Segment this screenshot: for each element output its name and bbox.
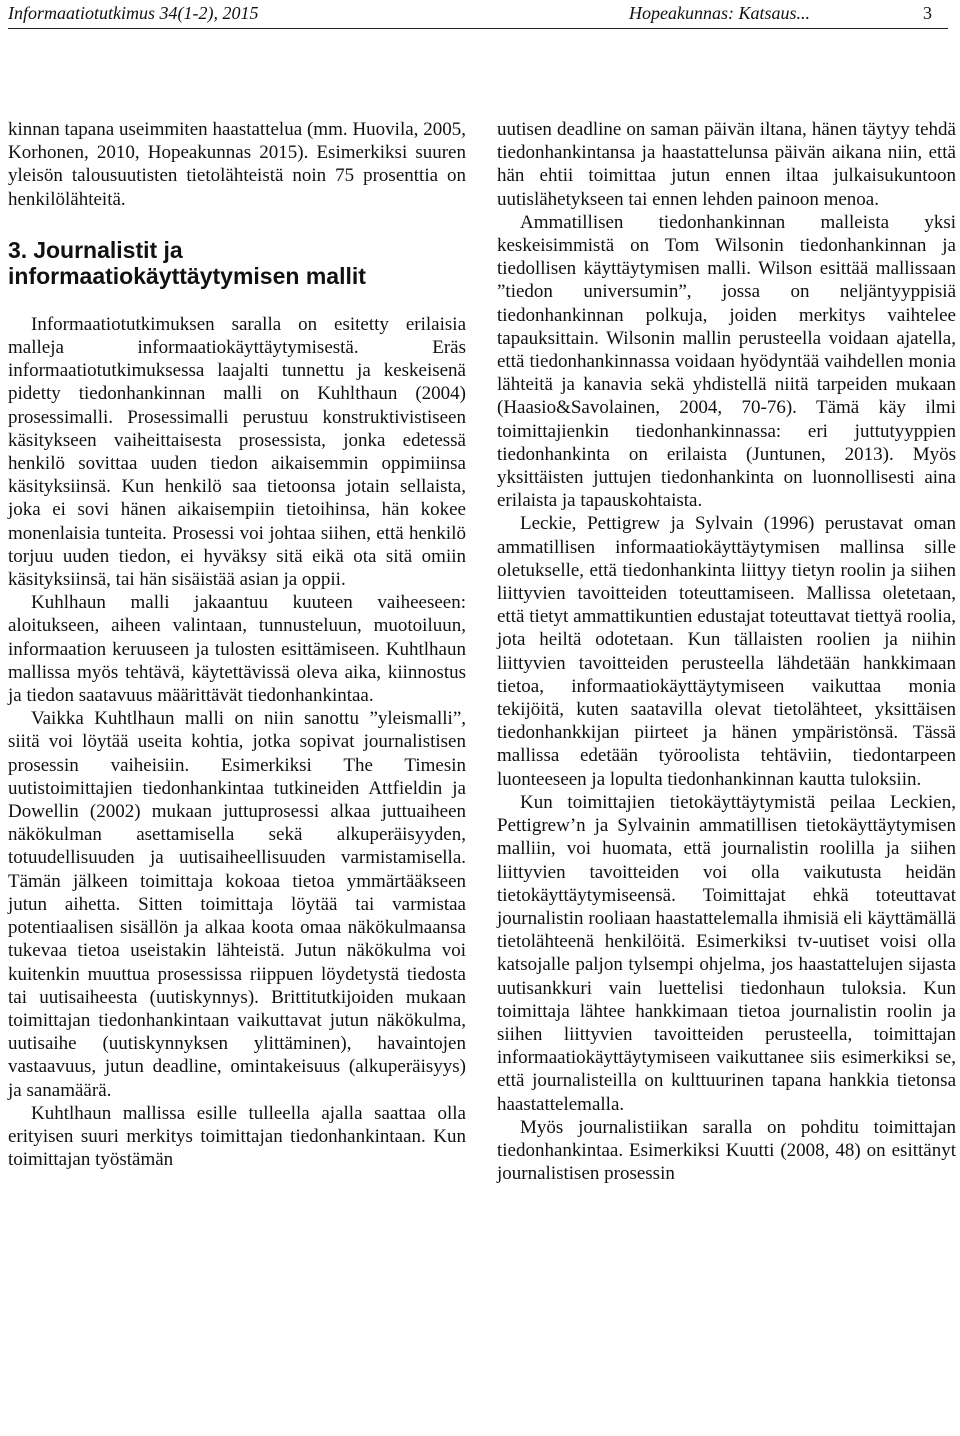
header-rule <box>8 28 948 29</box>
right-column <box>497 118 956 1185</box>
left-column <box>8 118 466 1171</box>
section-title: Journalistit ja informaatiokäyttäytymisen mallit <box>8 236 366 289</box>
paragraph: kinnan tapana useimmiten haastattelua (mm. Huovila, 2005, Korhonen, 2010, Hopeakunnas 2015). Esimerkiksi suuren yleisön talousuutisten tietolähteistä noin 75 prosenttia on henkilölähteitä. <box>8 119 466 210</box>
page-number: 3 <box>923 3 932 23</box>
section-number: 3. <box>8 236 28 263</box>
article-running-title: Hopeakunnas: Katsaus... <box>629 3 810 23</box>
paragraph: uutisen deadline on saman päivän iltana, hänen täytyy tehdä tiedonhankintansa ja haastattelunsa päivän aikana niin, että hän ehtii toimittaa jutun ennen iltaa julkaisukuntoon uutislähetykseen tai ennen lehden painoon menoa. <box>497 119 956 210</box>
paragraph: Leckie, Pettigrew ja Sylvain (1996) perustavat oman ammatillisen informaatiokäyttäytymisen mallinsa sille oletukselle, että tiedonhankinta liittyy tietyn roolin ja siihen liittyvien tavoitteiden toteuttamiseen. Mallissa oletetaan, että tietyt ammattikuntien edustajat toteuttavat tiettyä roolia, jota heiltä odotetaan. Kun tällaisten roolien ja niihin liittyvien tavoitteiden perusteella lähdetään hankkimaan tietoa, informaatiokäyttäytymiseen vaikuttaa monia tekijöitä, kuten saatavilla olevat tietolähteet, yksittäisen tiedonhankkijan piirteet ja hänen ympäristönsä. Tässä mallissa edetään työroolista tehtäviin, tiedontarpeen luonteeseen ja lopulta tiedonhankinnan kautta tuloksiin. <box>497 513 956 790</box>
paragraph: Kuhtlhaun mallissa esille tulleella ajalla saattaa olla erityisen suuri merkitys toimittajan tiedonhankintaan. Kun toimittajan työstämän <box>8 1102 466 1171</box>
section-heading <box>8 237 466 289</box>
paragraph: Vaikka Kuhtlhaun malli on niin sanottu ”yleismalli”, siitä voi löytää useita kohtia, jotka sopivat journalistisen prosessin vaiheisiin. Esimerkiksi The Timesin uutistoimittajien tiedonhankintaa tutkineiden Attfieldin ja Dowellin (2002) mukaan juttuprosessi alkaa juttuaiheen näkökulman asettamisella sekä alkuperäisyyden, totuudellisuuden ja uutisaiheellisuuden varmistamisella. Tämän jälkeen toimittaja kokoaa tietoa ymmärtääkseen jutun aihetta. Sitten toimittaja löytää tai varmistaa potentiaalisen sisällön ja alkaa koota omaa näkökulmaansa tukevaa tietoa useistakin lähteistä. Jutun näkökulma voi kuitenkin muuttua prosessissa riippuen löydetystä tiedosta tai uutisaiheesta (uutiskynnys). Brittitutkijoiden mukaan toimittajan tiedonhankintaan vaikuttavat jutun näkökulma, uutisaihe (uutiskynnyksen ylittäminen), havaintojen vastaavuus, jutun deadline, omintakeisuus (alkuperäisyys) ja sanamäärä. <box>8 708 466 1101</box>
paragraph: Ammatillisen tiedonhankinnan malleista yksi keskeisimmistä on Tom Wilsonin tiedonhankinnan ja tiedollisen käyttäytymisen malli. Wilson esittää mallissaan ”tiedon universumin”, jossa on neljäntyyppisiä tiedonhankinnan polkuja, joiden merkitys vaihtelee tapauksittain. Wilsonin mallin perusteella voidaan ajatella, että tiedonhankinnassa voidaan hyödyntää vaihdellen monia lähteitä ja kanavia sekä yhdistellä niitä tarpeiden mukaan (Haasio&Savolainen, 2004, 70-76). Tämä käy ilmi toimittajienkin tiedonhankinnassa: eri juttutyyppien tiedonhankinta on erilaista (Juntunen, 2013). Myös yksittäisten juttujen tiedonhankinta on luonnollisesti aina erilaista ja tapauskohtaista. <box>497 211 956 512</box>
paragraph: Informaatiotutkimuksen saralla on esitetty erilaisia malleja informaatiokäyttäytymisestä. Eräs informaatiotutkimuksessa laajalti tunnettu ja keskeisenä pidetty tiedonhankinnan malli on Kuhlthaun (2004) prosessimalli. Prosessimalli perustuu konstruktivistiseen käsitykseen vaiheittaisesta prosessista, jonka edetessä henkilö sovittaa uuden tiedon aikaisemmin oppimiinsa käsityksiinsä. Kun henkilö saa tietoonsa jotain sellaista, joka ei sovi hänen aikaisempiin tietoihinsa, hän kokee monenlaisia tunteita. Prosessi voi johtaa siihen, että henkilö torjuu uuden tiedon, ei hyväksy sitä eikä ota sitä omiin käsityksiinsä, tai hän sisäistää asian ja oppii. <box>8 313 466 591</box>
journal-citation: Informaatiotutkimus 34(1-2), 2015 <box>8 3 259 23</box>
running-header <box>0 0 960 24</box>
paragraph: Kun toimittajien tietokäyttäytymistä peilaa Leckien, Pettigrew’n ja Sylvainin ammatillisen tietokäyttäytymisen malliin, voi huomata, että journalistin roolilla ja siihen liittyvien tavoitteiden voi olla vaikutusta heidän tietokäyttäytymiseensä. Toimittajat ehkä toteuttavat journalistin rooliaan haastattelemalla ihmisiä eli käyttämällä tietolähteenä henkilöitä. Esimerkiksi tv-uutiset voisi olla katsojalle paljon tylsempi ohjelma, jos haastattelujen sijasta uutisankkuri vain luettelisi tiedonhaun tuloksia. Kun toimittaja lähtee hankkimaan tietoa journalistin roolin ja siihen liittyvien tavoitteiden perusteella, toimittajan informaatiokäyttäytymiseen vaikuttanee siis esimerkiksi se, että journalisteilla on kulttuurinen tapana hankkia tietonsa haastattelemalla. <box>497 791 956 1115</box>
paragraph: Kuhlhaun malli jakaantuu kuuteen vaiheeseen: aloitukseen, aiheen valintaan, tunnusteluun, muotoiluun, informaation keruuseen ja tulosten esittämiseen. Kuhtlhaun mallissa myös tehtävä, käytettävissä oleva aika, kiinnostus ja tiedon saatavuus määrittävät tiedonhankintaa. <box>8 592 466 707</box>
paragraph: Myös journalistiikan saralla on pohditu toimittajan tiedonhankintaa. Esimerkiksi Kuutti (2008, 48) on esittänyt journalistisen prosessin <box>497 1116 956 1185</box>
